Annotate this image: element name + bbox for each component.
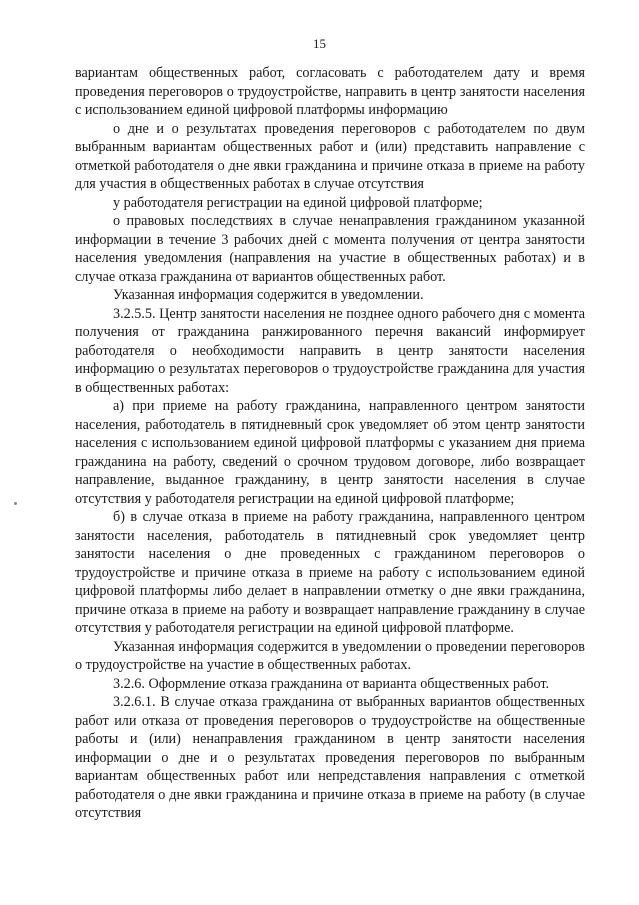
paragraph-registration: у работодателя регистрации на единой цифровой платформе; [113,194,483,211]
paragraph-legal-consequences: о правовых последствиях в случае ненаправления гражданином указанной информации в течение 3 рабочих дней с момента получения от центра занятости населения уведомления (направления на участие в общественных работах) и в случае отказа гражданина от вариантов общественных работ. [75,213,585,285]
document-body [75,64,585,823]
paragraph-3-2-6: 3.2.6. Оформление отказа гражданина от варианта общественных работ. [113,675,550,692]
paragraph-item-a: а) при приеме на работу гражданина, направленного центром занятости населения, работодатель в пятидневный срок уведомляет об этом центр занятости населения с использованием единой цифровой платформы с указанием дня приема гражданина на работу, сведений о срочном трудовом договоре, либо возвращает направление, выданное гражданину, в центр занятости населения в случае отсутствия у работодателя регистрации на единой цифровой платформе; [75,398,585,507]
paragraph-item-b: б) в случае отказа в приеме на работу гражданина, направленного центром занятости населения, работодатель в пятидневный срок уведомляет центр занятости населения о дне проведенных с гражданином переговоров о трудоустройстве и причине отказа в приеме на работу с использованием единой цифровой платформы либо делает в направлении отметку о дне явки гражданина, причине отказа в приеме на работу и возвращает направление гражданину в случае отсутствия у работодателя регистрации на единой цифровой платформе. [75,509,585,636]
paragraph-3-2-6-1: 3.2.6.1. В случае отказа гражданина от выбранных вариантов общественных работ или отказа от проведения переговоров о трудоустройстве на общественные работы и (или) ненаправления гражданином в центр занятости населения информации о дне и о результатах проведения переговоров по выбранным вариантам общественных работ или непредставления направления с отметкой работодателя о дне явки гражданина и причине отказа в приеме на работу (в случае отсутствия [75,694,585,821]
margin-dot [14,502,17,505]
paragraph-notice-info: Указанная информация содержится в уведомлении. [113,287,424,303]
paragraph-continuation: вариантам общественных работ, согласовать с работодателем дату и время проведения переговоров о трудоустройстве, направить в центр занятости населения с использованием единой цифровой платформы информацию [75,65,585,118]
paragraph-3-2-5-5: 3.2.5.5. Центр занятости населения не позднее одного рабочего дня с момента получения от гражданина ранжированного перечня вакансий информирует работодателя о необходимости направить в центр занятости населения информацию о результатах переговоров о трудоустройстве гражданина для участия в общественных работах: [75,305,585,396]
paragraph-notice-negotiations: Указанная информация содержится в уведомлении о проведении переговоров о трудоустройстве на участие в общественных работах. [75,638,585,673]
paragraph-results-info: о дне и о результатах проведения переговоров с работодателем по двум выбранным вариантам общественных работ и (или) представить направление с отметкой работодателя о дне явки гражданина и причине отказа в приеме на работу для участия в общественных работах в случае отсутствия [75,120,585,192]
page-number: 15 [313,36,326,51]
